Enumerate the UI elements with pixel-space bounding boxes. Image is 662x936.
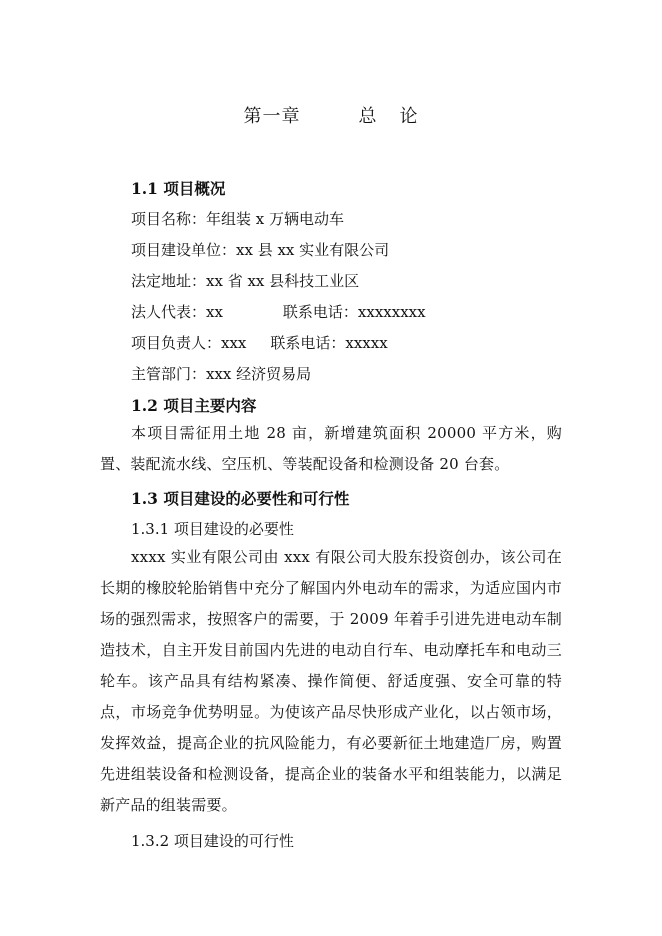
section-1-3-1-heading: 1.3.1 项目建设的必要性 (131, 520, 294, 538)
chapter-title (0, 102, 662, 128)
legal-address-line: 法定地址：xx 省 xx 县科技工业区 (131, 272, 360, 290)
legal-rep-line (131, 301, 426, 322)
project-manager: 项目负责人：xxx (131, 334, 247, 352)
project-unit-line: 项目建设单位：xx 县 xx 实业有限公司 (131, 241, 390, 259)
legal-rep: 法人代表：xx (131, 303, 223, 321)
project-manager-phone: 联系电话：xxxxx (270, 334, 388, 352)
section-1-3-1-body: xxxx 实业有限公司由 xxx 有限公司大股东投资创办，该公司在长期的橡胶轮胎销售中充分了解国内外电动车的需求，为适应国内市场的强烈需求，按照客户的需要，于 2009 年着手引进先进电动车制造技术，自主开发目前国内先进的电动自行车、电动摩托车和电动三轮车。该产品具有结构紧凑、操作简便、舒适度强、安全可靠的特点，市场竞争优势明显。为使该产品尽快形成产业化，以占领市场，发挥效益，提高企业的抗风险能力，有必要新征土地建造厂房，购置先进组装设备和检测设备，提高企业的装备水平和组装能力，以满足新产品的组装需要。 (100, 548, 562, 814)
section-1-2-body: 本项目需征用土地 28 亩，新增建筑面积 20000 平方米，购置、装配流水线、空压机、等装配设备和检测设备 20 台套。 (100, 424, 562, 473)
chapter-title-part-a: 总 (358, 106, 378, 127)
section-1-3-2-heading: 1.3.2 项目建设的可行性 (131, 832, 294, 850)
project-manager-line (131, 332, 388, 353)
chapter-title-part-b: 论 (399, 106, 419, 127)
legal-rep-phone: 联系电话：xxxxxxxx (282, 303, 426, 321)
section-1-1-heading: 1.1 项目概况 (131, 179, 226, 198)
project-name-line: 项目名称：年组装 x 万辆电动车 (131, 210, 344, 228)
chapter-label: 第一章 (243, 106, 301, 127)
section-1-2-heading: 1.2 项目主要内容 (131, 396, 257, 415)
supervising-dept-line: 主管部门：xxx 经济贸易局 (131, 365, 312, 383)
section-1-3-heading: 1.3 项目建设的必要性和可行性 (131, 489, 350, 508)
